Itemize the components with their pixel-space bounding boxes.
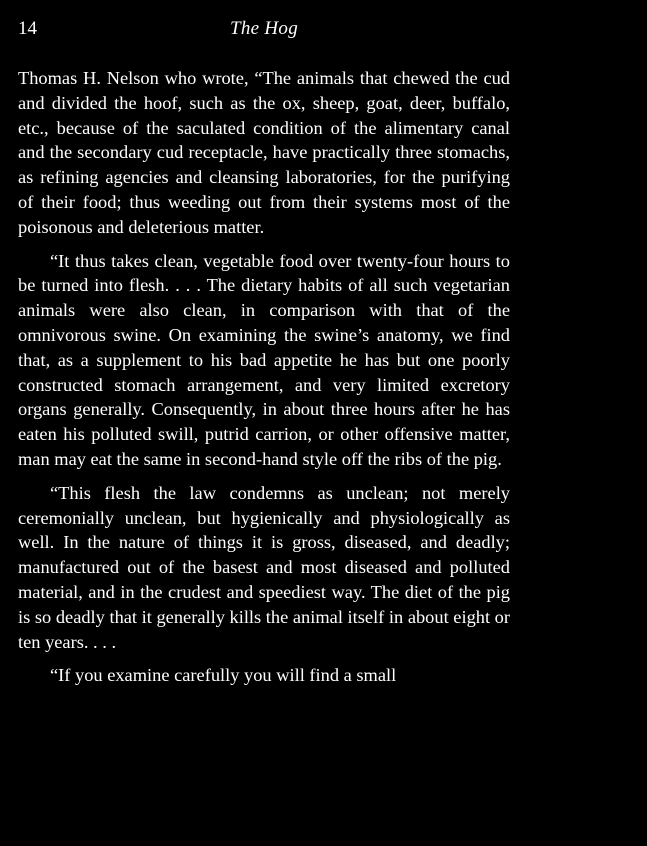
paragraph-1: Thomas H. Nelson who wrote, “The animals that chewed the cud and divided the hoof, such as the ox, sheep, goat, deer, buffalo, etc., because of the saculated condition of the alimentary canal and the secondary cud receptacle, have practically three stomachs, as refining agencies and cleansing laboratories, for the purifying of their food; thus weeding out from their systems most of the poisonous and deleterious matter. (18, 68, 510, 237)
running-title: The Hog (229, 18, 299, 39)
page-number: 14 (18, 18, 37, 39)
page-header (18, 18, 510, 44)
paragraph-3: “This flesh the law condemns as unclean; not merely ceremonially unclean, but hygienically and physiologically as well. In the nature of things it is gross, diseased, and deadly; manufactured out of the basest and most diseased and polluted material, and in the crudest and speediest way. The diet of the pig is so deadly that it generally kills the animal itself in about eight or ten years. . . . (18, 482, 510, 652)
paragraph-2: “It thus takes clean, vegetable food over twenty-four hours to be turned into flesh. . . . The dietary habits of all such vegetarian animals were also clean, in comparison with that of the omnivorous swine. On examining the swine’s anatomy, we find that, as a supplement to his bad appetite he has but one poorly constructed stomach arrangement, and very limited excretory organs generally. Consequently, in about three hours after he has eaten his polluted swill, putrid carrion, or other offensive matter, man may eat the same in second-hand style off the ribs of the pig. (18, 250, 510, 469)
paragraph-4: “If you examine carefully you will find a small (50, 665, 397, 686)
body-text (18, 66, 510, 688)
